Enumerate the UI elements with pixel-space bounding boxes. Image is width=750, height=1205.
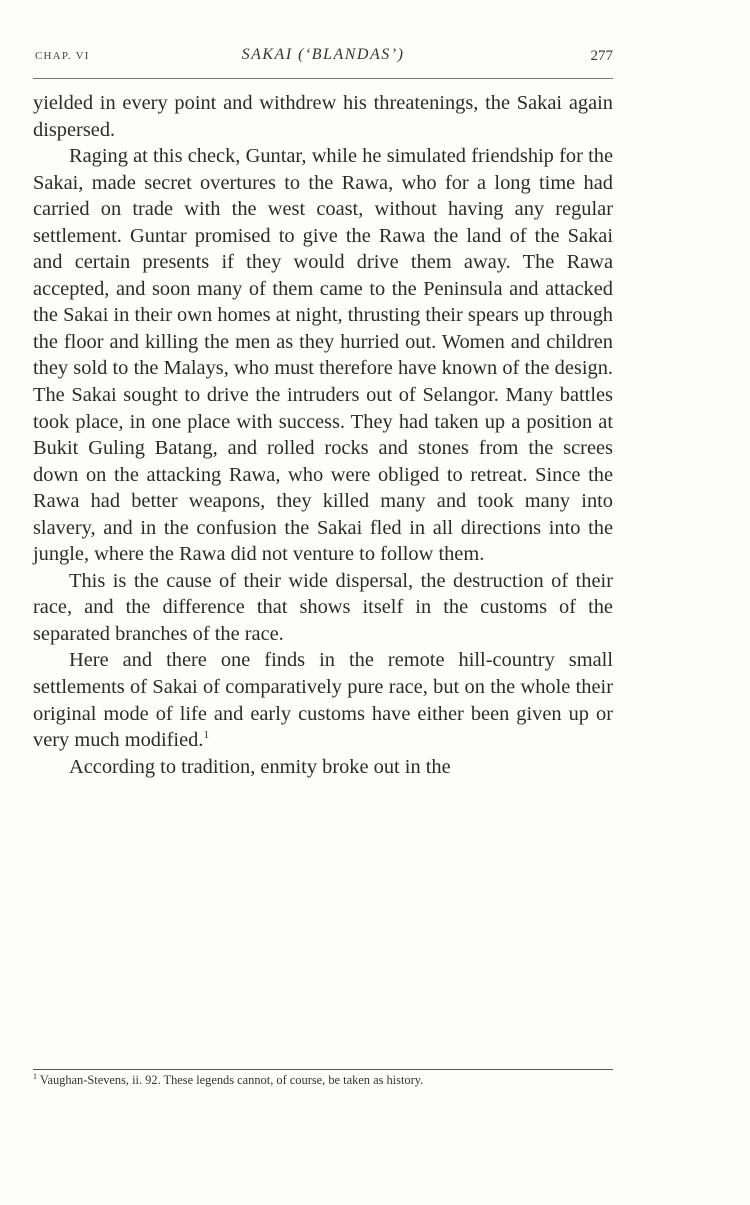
paragraph-dispersal: This is the cause of their wide dispersal, the destruction of their race, and the difference that shows itself in the customs of the separated branches of the race. [33, 569, 613, 645]
footnote-reference: 1 [203, 729, 209, 742]
body-text [33, 90, 613, 780]
footnote-rule [33, 1069, 613, 1070]
paragraph-tradition: According to tradition, enmity broke out in the [69, 755, 451, 778]
chapter-label: CHAP. VI [35, 50, 90, 62]
book-page [33, 0, 613, 1087]
footnote-text: Vaughan-Stevens, ii. 92. These legends cannot, of course, be taken as history. [39, 1073, 424, 1087]
running-head [33, 0, 613, 80]
paragraph-continued: yielded in every point and withdrew his threatenings, the Sakai again dispersed. [33, 92, 613, 141]
paragraph-guntar: Raging at this check, Guntar, while he simulated friendship for the Sakai, made secret overtures to the Rawa, who for a long time had carried on trade with the west coast, without having any regular settlement. Guntar promised to give the Rawa the land of the Sakai and certain presents if they would drive them away. The Rawa accepted, and soon many of them came to the Peninsula and attacked the Sakai in their own homes at night, thrusting their spears up through the floor and killing the men as they hurried out. Women and children they sold to the Malays, who must therefore have known of the design. The Sakai sought to drive the intruders out of Selangor. Many battles took place, in one place with success. They had taken up a position at Bukit Guling Batang, and rolled rocks and stones from the screes down on the attacking Rawa, who were obliged to retreat. Since the Rawa had better weapons, they killed many and took many into slavery, and in the confusion the Sakai fled in all directions into the jungle, where the Rawa did not venture to follow them. [33, 145, 613, 566]
header-rule [33, 78, 613, 79]
running-title: SAKAI (‘BLANDAS’) [241, 46, 405, 63]
footnote-marker: 1 [33, 1071, 37, 1081]
paragraph-settlements: Here and there one finds in the remote hill-country small settlements of Sakai of comparatively pure race, but on the whole their original mode of life and early customs have either been given up or very much modified.$^1$ [33, 649, 613, 752]
page-number: 277 [590, 48, 613, 64]
footnote [33, 1072, 613, 1088]
